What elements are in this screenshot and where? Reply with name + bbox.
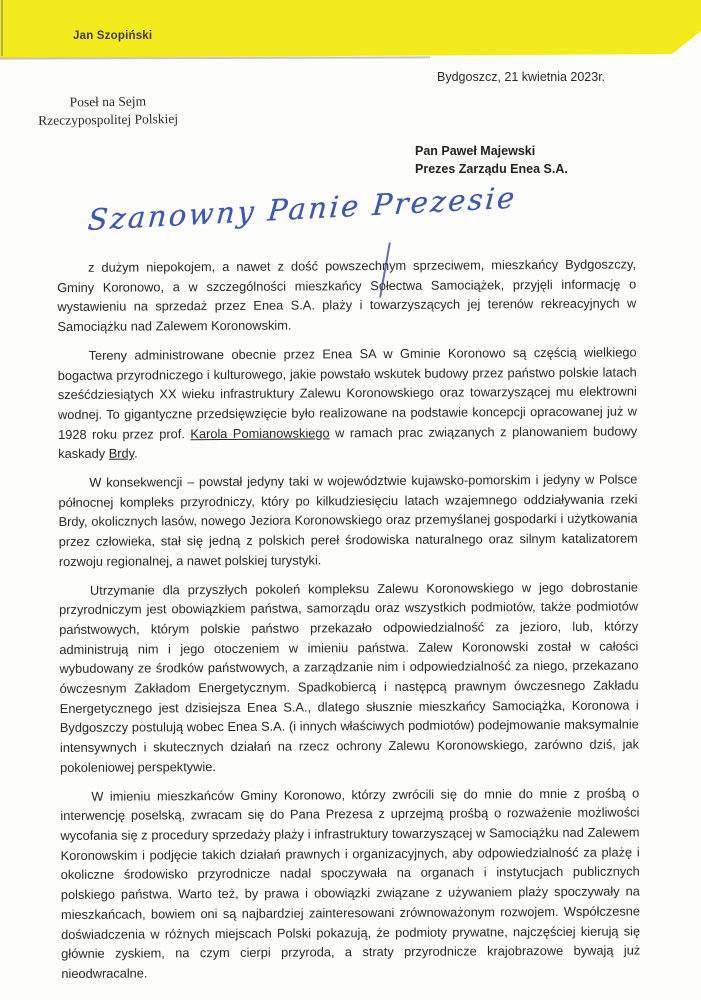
recipient-title: Prezes Zarządu Enea S.A. xyxy=(415,161,568,176)
recipient-name: Pan Paweł Majewski xyxy=(415,144,536,158)
sender-title-line2: Rzeczypospolitej Polskiej xyxy=(38,111,179,128)
handwritten-greeting: Szanowny Panie Prezesie xyxy=(86,180,519,238)
underlined-name-karol-pomianowski: Karola Pomianowskiego xyxy=(190,424,330,441)
paragraph-2-text: Tereny administrowane obecnie przez Enea SA w Gminie Koronowo są częścią wielkiego bogactwa przyrodniczego i kulturowego, jakie powstało wskutek budowy przez państwo polskie latach sześćdziesiątych XX wieku infrastruktury Zalewu Koronowskiego oraz towarzyszącej mu elektrowni wodnej. To gigantyczne przedsięwzięcie było realizowane na podstawie koncepcji opracowanej już w 1928 roku przez prof. xyxy=(57,344,637,442)
paragraph-2-period: . xyxy=(134,445,138,461)
body-paragraph-4: Utrzymanie dla przyszłych pokoleń kompleksu Zalewu Koronowskiego w jego dobrostanie przyrodniczym jest obowiązkiem państwa, samorządu oraz wszystkich podmiotów, także podmiotów państwowych, którym polskie państwo przekazało odpowiedzialność za jezioro, lub, którzy administrują nim i jego otoczeniem w imieniu państwa. Zalew Koronowski został w całości wybudowany ze środków państwowych, a zarządzanie nim i odpowiedzialność za niego, przekazano ówczesnym Zakładom Energetycznym. Spadkobiercą i następcą prawnym ówczesnego Zakładu Energetycznego jest dzisiejsza Enea S.A., dlatego słusznie mieszkańcy Samociążka, Koronowa i Bydgoszczy postulują wobec Enea S.A. (i innych właściwych podmiotów) podejmowanie maksymalnie intensywnych i skutecznych działań na rzecz ochrony Zalewu Koronowskiego, zarówno dziś, jak pokoleniowej perspektywie. xyxy=(59,579,640,775)
body-paragraph-2 xyxy=(58,342,638,464)
date-line: Bydgoszcz, 21 kwietnia 2023r. xyxy=(437,70,606,84)
body-paragraph-5: W imieniu mieszkańców Gminy Koronowo, którzy zwrócili się do mnie do mnie z prośbą o interwencję poselską, zwracam się do Pana Prezesa z uprzejmą prośbą o rozważenie możliwości wycofania się z procedury sprzedaży plaży i infrastruktury towarzyszącej w Samociążku nad Zalewem Koronowskim i podjęcie takich działań prawnych i organizacyjnych, aby odpowiedzialność za plażę i okoliczne środowisko przyrodnicze nadal spoczywała na organach i instytucjach publicznych polskiego państwa. Warto też, by prawa i obowiązki związane z używaniem plaży spoczywały na mieszkańcach, bowiem oni są najbardziej zainteresowani zrównoważonym rozwojem. Współczesne doświadczenia w różnych miejscach Polski pokazują, że podmioty prywatne, najczęściej kierują się głównie zyskiem, na czym cierpi przyroda, a straty przyrodnicze krajobrazowe bywają już nieodwracalne. xyxy=(60,785,641,981)
underlined-word-brdy: Brdy xyxy=(108,445,135,462)
body-paragraph-3: W konsekwencji – powstał jedyny taki w województwie kujawsko-pomorskim i jedyny w Polsce północnej kompleks przyrodniczy, który po kilkudziesięciu latach wzajemnego oddziaływania rzeki Brdy, okolicznych lasów, nowego Jeziora Koronowskiego oraz przemyślanej gospodarki i użytkowania przez człowieka, stał się jedną z polskich pereł środowiska naturalnego oraz silnym katalizatorem rozwoju regionalnej, a nawet polskiej turystyki. xyxy=(58,471,638,569)
letter-body xyxy=(57,254,640,992)
sender-title-line1: Poseł na Sejm xyxy=(69,93,147,110)
band-shadow-line xyxy=(0,56,430,59)
letterhead-name: Jan Szopiński xyxy=(73,30,153,42)
paragraph-2-text-cont: w ramach prac związanych z planowaniem budowy kaskady xyxy=(58,423,638,462)
scan-edge-artifact xyxy=(1,0,3,56)
body-paragraph-1: z dużym niepokojem, a nawet z dość powszechnym sprzeciwem, mieszkańcy Bydgoszczy, Gminy Koronowo, a w szczególności mieszkańcy Sołectwa Samociążek, przyjęli informację o wystawieniu na sprzedaż przez Enea S.A. plaży i towarzyszących jej terenów rekreacyjnych w Samociążku nad Zalewem Koronowskim. xyxy=(57,256,637,335)
sender-block xyxy=(22,92,194,130)
recipient-block xyxy=(415,143,568,178)
